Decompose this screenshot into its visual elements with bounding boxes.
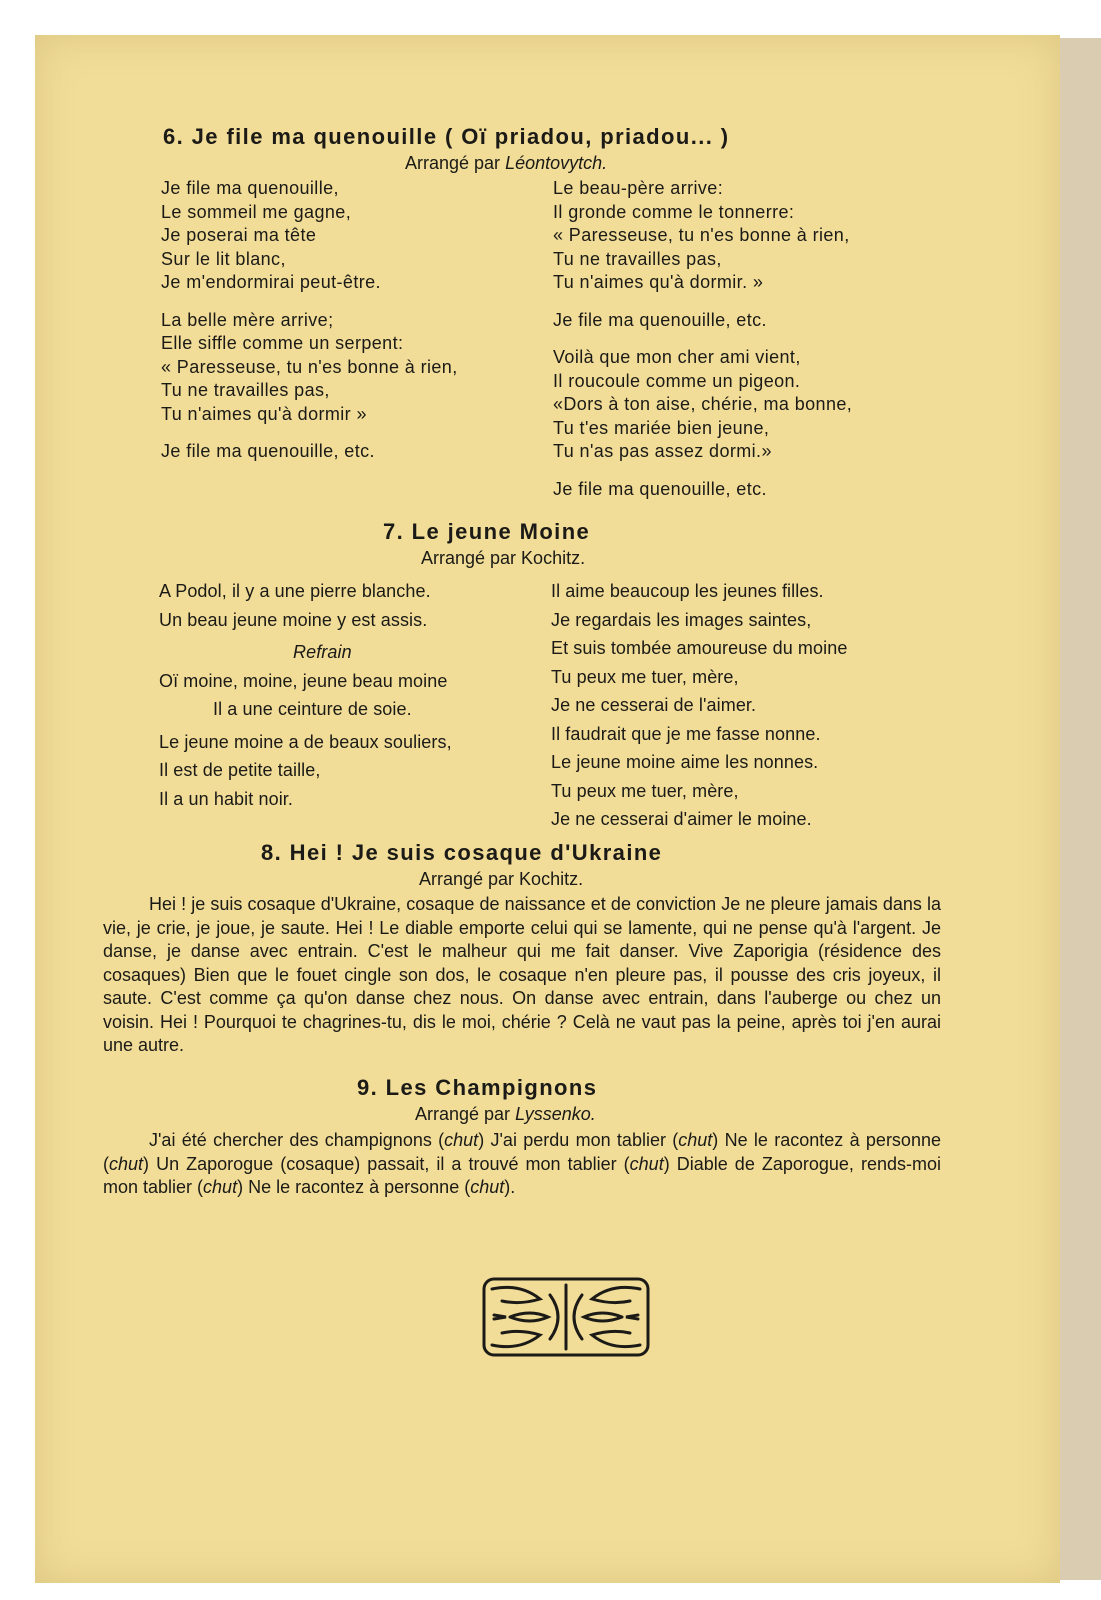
verse-line: Tu n'aimes qu'à dormir. » bbox=[553, 272, 764, 292]
verse-line: Je m'endormirai peut-être. bbox=[161, 272, 381, 292]
verse-line: Sur le lit blanc, bbox=[161, 248, 286, 269]
song-9-arranger-name: Lyssenko. bbox=[515, 1104, 596, 1124]
verse-line: Je file ma quenouille, etc. bbox=[553, 478, 767, 499]
song-8-text: Hei ! je suis cosaque d'Ukraine, cosaque de naissance et de conviction Je ne pleure jamais dans la vie, je crie, je joue, je saute. Hei ! Le diable emporte celui qui se lamente, qui ne pense qu'à l'argent. Je danse, je danse avec entrain. C'est le malheur qui me fait danser. Vive Zaporigia (résidence des cosaques) Bien que le fouet cingle son dos, le cosaque n'en pleure pas, il pousse des cris joyeux, il saute. C'est comme ça qu'on danse chez nous. On danse avec entrain, dans l'auberge ou chez un voisin. Hei ! Pourquoi te chagrines-tu, dis le moi, chérie ? Celà ne vaut pas la peine, après toi j'en aurai une autre. bbox=[103, 894, 941, 1055]
song-9-arranger bbox=[415, 1103, 596, 1125]
text-segment: J'ai été chercher des champignons ( bbox=[149, 1130, 445, 1150]
verse-line: Tu t'es mariée bien jeune, bbox=[553, 417, 770, 438]
chut-word: chut bbox=[444, 1130, 479, 1150]
verse-line: Elle siffle comme un serpent: bbox=[161, 333, 404, 353]
verse-line: Il est de petite taille, bbox=[159, 760, 321, 780]
verse-line: La belle mère arrive; bbox=[161, 309, 334, 330]
paper-edge bbox=[1055, 38, 1101, 1580]
refrain-label: Refrain bbox=[293, 642, 352, 662]
verse-line: Je ne cesserai de l'aimer. bbox=[551, 695, 757, 715]
chut-word: chut bbox=[629, 1153, 664, 1174]
song-6-arranger-name: Léontovytch. bbox=[505, 153, 608, 173]
verse-line: «Dors à ton aise, chérie, ma bonne, bbox=[553, 394, 853, 414]
verse-line: Je file ma quenouille, etc. bbox=[553, 309, 767, 330]
text-segment: ) Un Zaporogue (cosaque) passait, il a trouvé mon tablier ( bbox=[143, 1153, 630, 1174]
verse-line: Je ne cesserai d'aimer le moine. bbox=[551, 809, 812, 829]
chut-word: chut bbox=[678, 1130, 713, 1150]
verse-line: Tu ne travailles pas, bbox=[553, 248, 722, 269]
song-9-text bbox=[103, 1129, 941, 1200]
verse-line: Il roucoule comme un pigeon. bbox=[553, 370, 801, 391]
verse-line: Il aime beaucoup les jeunes filles. bbox=[551, 581, 824, 601]
text-segment: ) Ne le racontez à personne ( bbox=[237, 1177, 471, 1197]
verse-line: Il a un habit noir. bbox=[159, 788, 293, 809]
verse-line: Tu n'aimes qu'à dormir » bbox=[161, 403, 367, 424]
verse-line: Le jeune moine aime les nonnes. bbox=[551, 752, 819, 772]
verse-line: « Paresseuse, tu n'es bonne à rien, bbox=[161, 356, 458, 377]
booklet-page bbox=[35, 35, 1060, 1583]
text-segment: ) Diable de Zaporogue, rends-moi mon tablier ( bbox=[103, 1153, 942, 1197]
chut-word: chut bbox=[109, 1153, 144, 1174]
song-8-title: 8. Hei ! Je suis cosaque d'Ukraine bbox=[261, 840, 663, 865]
stanza-gap bbox=[161, 426, 458, 440]
verse-line: Le sommeil me gagne, bbox=[161, 201, 352, 222]
text-segment: ). bbox=[504, 1177, 516, 1197]
refrain-line: Oï moine, moine, jeune beau moine bbox=[159, 670, 448, 691]
song-9-arranged-label: Arrangé par bbox=[415, 1104, 516, 1124]
verse-line: « Paresseuse, tu n'es bonne à rien, bbox=[553, 225, 850, 245]
song-7-left-column bbox=[159, 577, 452, 813]
verse-line: Tu ne travailles pas, bbox=[161, 380, 330, 400]
verse-line: Un beau jeune moine y est assis. bbox=[159, 609, 428, 630]
refrain-line: Il a une ceinture de soie. bbox=[213, 699, 412, 719]
verse-line: Tu peux me tuer, mère, bbox=[551, 666, 739, 687]
verse-line: Il faudrait que je me fasse nonne. bbox=[551, 723, 821, 744]
stanza-gap bbox=[161, 295, 458, 309]
song-7-title: 7. Le jeune Moine bbox=[383, 519, 591, 544]
verse-line: Je poserai ma tête bbox=[161, 225, 317, 245]
song-6-arranged-label: Arrangé par bbox=[405, 153, 506, 173]
folk-ornament-icon bbox=[480, 1275, 652, 1359]
verse-line: Tu peux me tuer, mère, bbox=[551, 780, 739, 801]
song-9-title: 9. Les Champignons bbox=[357, 1075, 598, 1100]
verse-line: Tu n'as pas assez dormi.» bbox=[553, 441, 772, 461]
verse-line: Le jeune moine a de beaux souliers, bbox=[159, 731, 452, 752]
stanza-gap bbox=[553, 295, 852, 309]
stanza-gap bbox=[553, 332, 852, 346]
verse-line: Je file ma quenouille, etc. bbox=[161, 441, 375, 461]
verse-line: Et suis tombée amoureuse du moine bbox=[551, 638, 848, 658]
verse-line: Voilà que mon cher ami vient, bbox=[553, 347, 801, 367]
chut-word: chut bbox=[203, 1177, 238, 1197]
text-segment: ) Ne le racontez à personne ( bbox=[103, 1130, 941, 1174]
song-6-arranger bbox=[405, 152, 607, 174]
verse-line: Il gronde comme le tonnerre: bbox=[553, 201, 795, 222]
chut-word: chut bbox=[470, 1177, 505, 1197]
song-6-title: 6. Je file ma quenouille ( Oï priadou, priadou... ) bbox=[163, 124, 730, 149]
song-6-left-column bbox=[161, 177, 458, 464]
text-segment: ) J'ai perdu mon tablier ( bbox=[478, 1130, 679, 1150]
song-7-arranger: Arrangé par Kochitz. bbox=[421, 548, 586, 568]
song-6-right-column bbox=[553, 177, 852, 501]
verse-line: A Podol, il y a une pierre blanche. bbox=[159, 581, 431, 601]
stanza-gap bbox=[553, 464, 852, 478]
song-7-right-column bbox=[551, 577, 847, 834]
verse-line: Le beau-père arrive: bbox=[553, 178, 724, 198]
song-8-arranger: Arrangé par Kochitz. bbox=[419, 869, 584, 889]
verse-line: Je file ma quenouille, bbox=[161, 178, 339, 198]
verse-line: Je regardais les images saintes, bbox=[551, 609, 812, 630]
